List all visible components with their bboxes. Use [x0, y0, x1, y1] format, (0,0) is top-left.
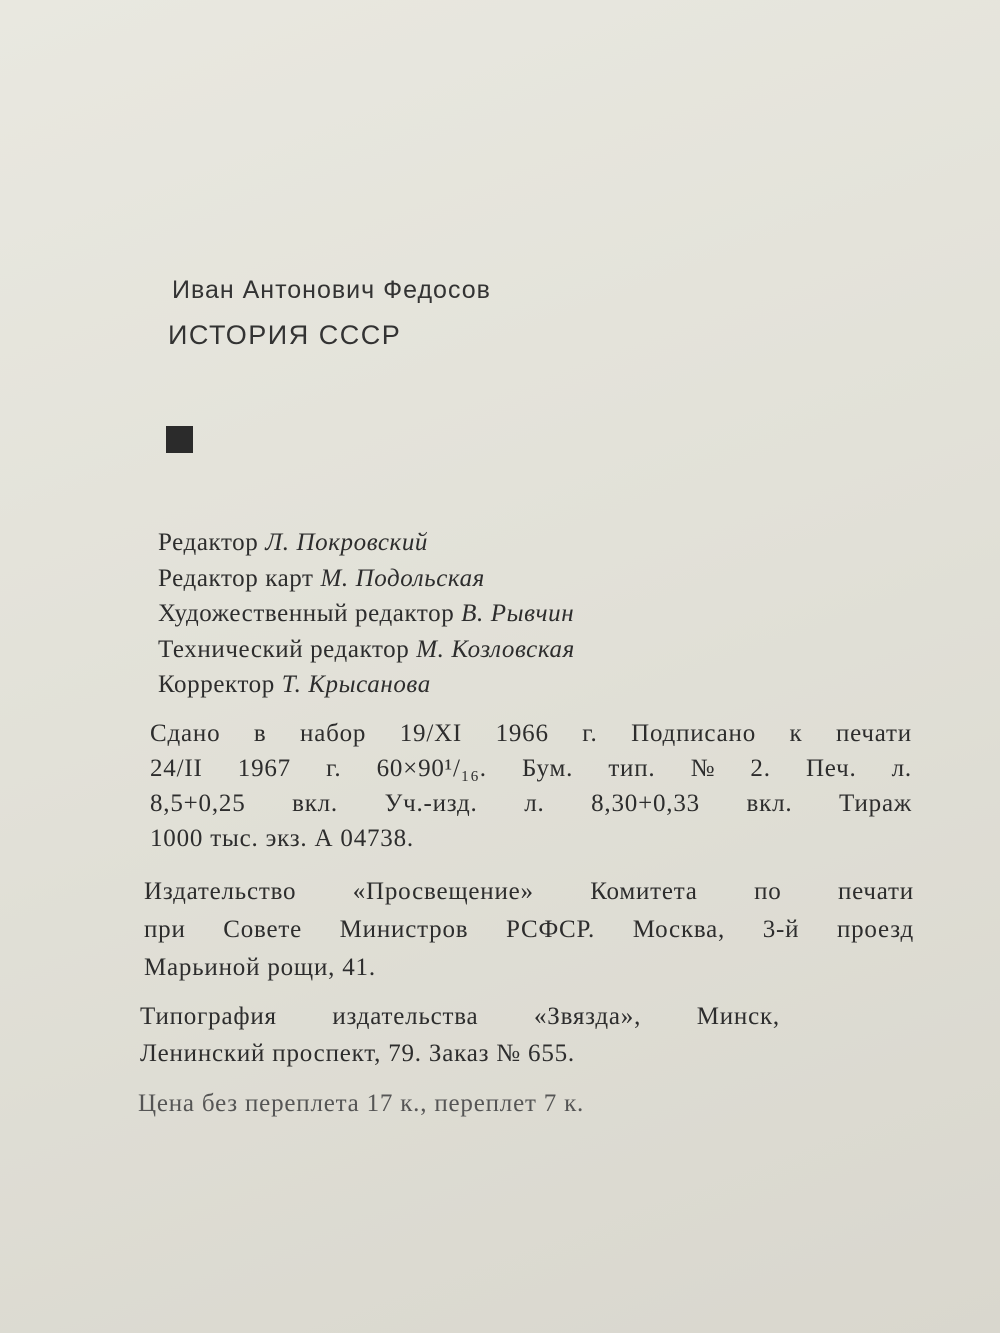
- credit-name: М. Козловская: [416, 635, 575, 663]
- author-name: Иван Антонович Федосов: [172, 276, 491, 304]
- word: тип.: [608, 755, 656, 782]
- justified-line: [150, 786, 912, 821]
- word: 60×90¹/₁₆.: [376, 755, 487, 782]
- word: РСФСР.: [505, 916, 596, 943]
- credit-name: М. Подольская: [320, 564, 485, 592]
- credit-line: [158, 525, 575, 561]
- word: Типография: [140, 1003, 277, 1030]
- word: Бум.: [521, 755, 574, 782]
- credit-line: [158, 632, 575, 668]
- justified-line: [150, 751, 912, 786]
- text-line: Ленинский проспект, 79. Заказ № 655.: [140, 1040, 575, 1067]
- word: Издательство: [144, 878, 297, 905]
- word: Тираж: [839, 790, 912, 817]
- word: Совете: [223, 916, 303, 943]
- word: Комитета: [590, 878, 698, 905]
- word: Минск,: [696, 1003, 780, 1030]
- credit-line: [158, 667, 575, 703]
- word: в: [253, 720, 267, 747]
- word: 24/II: [150, 755, 203, 782]
- word: Сдано: [150, 720, 221, 747]
- price-text: Цена без переплета 17 к., переплет 7 к.: [138, 1090, 585, 1117]
- credit-name: В. Рывчин: [461, 600, 575, 627]
- credit-name: Т. Крысанова: [281, 671, 431, 698]
- credits-list: [158, 525, 575, 703]
- word: 19/XI: [399, 720, 463, 747]
- typography-block: [140, 998, 780, 1072]
- publisher-block: [144, 873, 914, 987]
- justified-line: [150, 716, 912, 751]
- word: при: [144, 916, 186, 943]
- text-line: Марьиной рощи, 41.: [144, 954, 376, 981]
- credit-line: [158, 561, 575, 597]
- word: Печ.: [805, 755, 857, 782]
- word: 8,5+0,25: [150, 790, 246, 817]
- price-line: [138, 1085, 778, 1122]
- word: «Просвещение»: [352, 878, 534, 905]
- word: г.: [582, 720, 598, 747]
- credit-name: Л. Покровский: [265, 529, 429, 556]
- justified-line: [144, 911, 914, 949]
- word: печати: [835, 720, 912, 747]
- credit-role: Художественный редактор: [158, 600, 455, 627]
- word: по: [754, 878, 782, 905]
- word: Москва,: [632, 916, 726, 943]
- word: печати: [837, 878, 914, 905]
- credit-role: Корректор: [158, 671, 275, 698]
- word: 3-й: [762, 916, 800, 943]
- word: Уч.-изд.: [384, 790, 478, 817]
- justified-line: [140, 998, 780, 1035]
- word: л.: [524, 790, 545, 817]
- word: к: [789, 720, 803, 747]
- word: 2.: [750, 755, 771, 782]
- square-mark-icon: [166, 426, 193, 453]
- word: Подписано: [631, 720, 756, 747]
- justified-line: [144, 873, 914, 911]
- word: 1966: [495, 720, 549, 747]
- word: 8,30+0,33: [591, 790, 700, 817]
- word: вкл.: [292, 790, 338, 817]
- word: набор: [300, 720, 367, 747]
- book-title: ИСТОРИЯ СССР: [168, 320, 402, 350]
- word: Министров: [339, 916, 469, 943]
- word: проезд: [836, 916, 914, 943]
- credit-role: Редактор карт: [158, 564, 314, 592]
- word: издательства: [332, 1003, 479, 1030]
- word: «Звязда»,: [533, 1003, 642, 1030]
- credit-role: Технический редактор: [158, 635, 410, 663]
- text-line: 1000 тыс. экз. А 04738.: [150, 825, 414, 852]
- word: г.: [326, 755, 342, 782]
- credit-role: Редактор: [158, 529, 259, 556]
- word: 1967: [237, 755, 291, 782]
- credit-line: [158, 596, 575, 632]
- word: л.: [891, 755, 912, 782]
- print-data-block: [150, 716, 912, 856]
- word: №: [690, 755, 716, 782]
- word: вкл.: [746, 790, 793, 817]
